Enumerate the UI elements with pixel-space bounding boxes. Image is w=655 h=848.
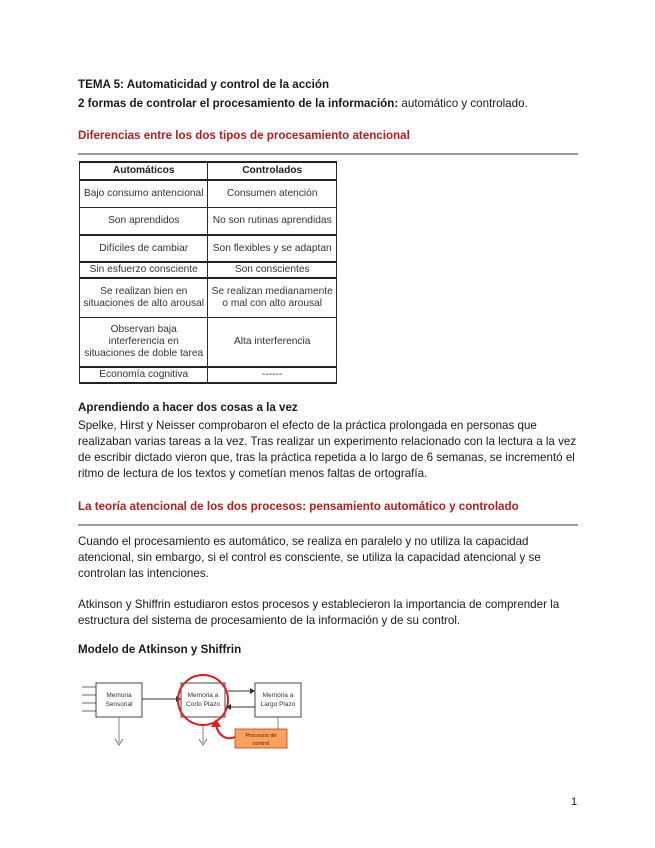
short-term-memory-box (181, 683, 225, 717)
sensory-memory-label-1: Memoria (106, 692, 132, 699)
paragraph-line: atencional, sin embargo, si el control es consciente, se utiliza la capacidad atencional y se (78, 551, 541, 564)
section-title-model: Modelo de Atkinson y Shiffrin (78, 643, 242, 656)
table-row (80, 367, 337, 383)
table-row (80, 317, 337, 367)
section-divider (78, 524, 578, 526)
subtitle-rest: automático y controlado. (398, 97, 528, 110)
table-header-controlled: Controlados (208, 162, 337, 180)
paragraph-line: de escribir dictado vieron que, tras la práctica repetida a lo largo de 6 semanas, se incrementó el (78, 451, 575, 464)
table-cell: Bajo consumo antencional (80, 180, 208, 207)
control-label-2: control (252, 741, 270, 747)
table-cell: Se realizan bien en situaciones de alto arousal (80, 278, 208, 317)
comparison-table (79, 161, 337, 384)
topic-subtitle (78, 96, 528, 112)
paragraph-line: Spelke, Hirst y Neisser comprobaron el efecto de la práctica prolongada en personas que (78, 419, 537, 432)
table-cell: Son conscientes (208, 262, 337, 278)
table-cell: Se realizan medianamente o mal con alto arousal (208, 278, 337, 317)
topic-title: TEMA 5: Automaticidad y control de la acción (78, 78, 330, 91)
table-row (80, 207, 337, 235)
arrow-head (250, 688, 255, 694)
table-cell: Son flexibles y se adaptan (208, 235, 337, 262)
long-term-memory-box (255, 683, 301, 717)
input-arrows (82, 687, 96, 711)
dual-task-paragraph (78, 418, 578, 482)
table-cell: Son aprendidos (80, 207, 208, 235)
short-term-memory-label-2: Corto Plazo (186, 701, 220, 708)
atkinson-shiffrin-diagram (78, 659, 308, 751)
short-term-memory-label-1: Memoria a (187, 692, 219, 699)
table-row (80, 262, 337, 278)
paragraph-line: estructura del sistema de procesamiento de la información y de su control. (78, 614, 461, 627)
table-cell: Consumen atención (208, 180, 337, 207)
section-divider (78, 153, 578, 155)
control-label-1: Procesos de (245, 733, 277, 739)
paragraph-line: realizaban varias tareas a la vez. Tras realizar un experimento relacionado con la lectura a la vez (78, 435, 577, 448)
sensory-memory-box (96, 683, 142, 717)
paragraph-line: Cuando el procesamiento es automático, se realiza en paralelo y no utiliza la capacidad (78, 535, 529, 548)
paragraph-line: Atkinson y Shiffrin estudiaron estos procesos y establecieron la importancia de comprender la (78, 598, 560, 611)
table-cell: Alta interferencia (208, 317, 337, 367)
table-row (80, 180, 337, 207)
table-cell: Sin esfuerzo consciente (80, 262, 208, 278)
page-number: 1 (571, 796, 578, 808)
table-cell: Economía cognitiva (80, 367, 208, 383)
long-term-memory-label-1: Memoria a (262, 692, 294, 699)
section-title-dual-task: Aprendiendo a hacer dos cosas a la vez (78, 401, 298, 414)
table-cell: Observan baja interferencia en situaciones de doble tarea (80, 317, 208, 367)
subtitle-bold: 2 formas de controlar el procesamiento de la información: (78, 97, 399, 110)
processes-paragraph-2 (78, 597, 578, 629)
section-title-two-processes: La teoría atencional de los dos procesos: pensamiento automático y controlado (78, 500, 519, 513)
table-row (80, 278, 337, 317)
table-header-row (80, 162, 337, 180)
table-cell: Difíciles de cambiar (80, 235, 208, 262)
sensory-memory-label-2: Sensorial (105, 701, 133, 708)
paragraph-line: ritmo de lectura de los textos y cometían menos faltas de ortografía. (78, 467, 428, 480)
paragraph-line: controlan las intenciones. (78, 567, 209, 580)
table-cell: ------ (208, 367, 337, 383)
long-term-memory-label-2: Largo Plazo (260, 701, 296, 708)
table-header-automatic: Automáticos (80, 162, 208, 180)
table-row (80, 235, 337, 262)
processes-paragraph-1 (78, 534, 578, 582)
section-title-differences: Diferencias entre los dos tipos de procesamiento atencional (78, 129, 410, 142)
table-cell: No son rutinas aprendidas (208, 207, 337, 235)
